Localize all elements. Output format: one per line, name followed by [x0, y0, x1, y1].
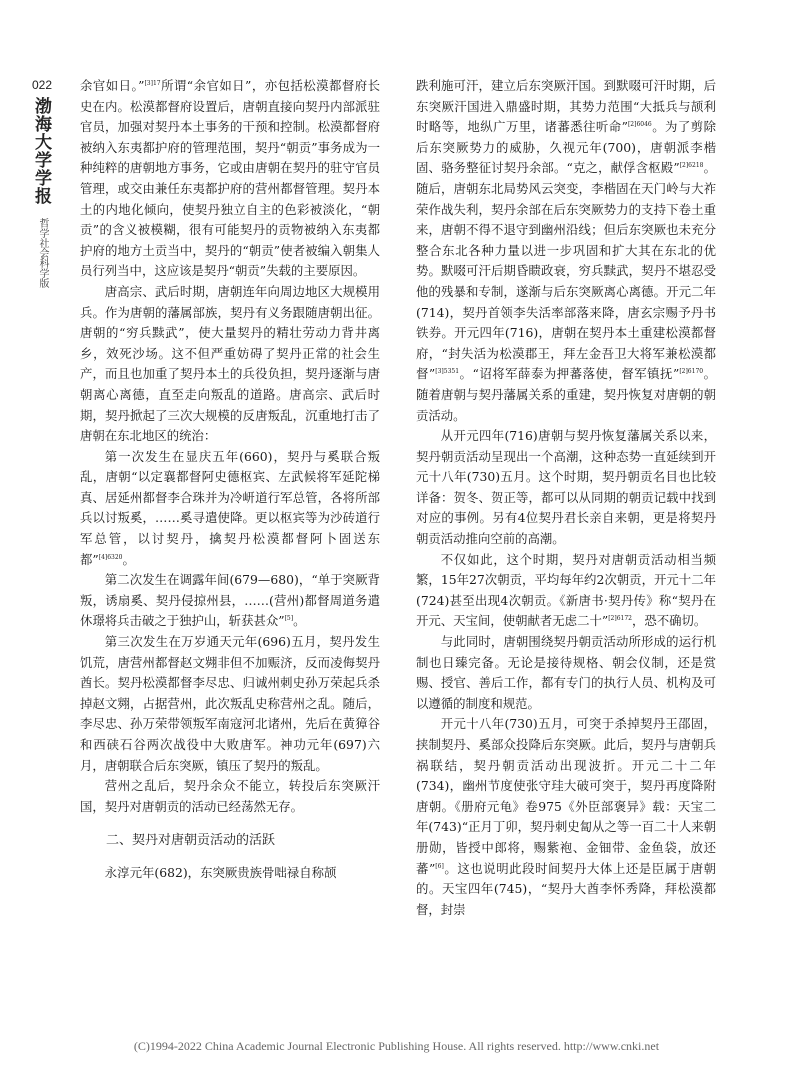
paragraph: 从开元四年(716)唐朝与契丹恢复藩属关系以来，契丹朝贡活动呈现出一个高潮，这种态势一直延续到开元十八年(730)五月。这个时期，契丹朝贡名目也比较详备：贺冬、贺正等，都可以从同期的朝贡记载中找到对应的事例。另有4位契丹君长亲自来朝，更是将契丹朝贡活动推向空前的高潮。 — [416, 428, 716, 547]
citation: [2]6218 — [679, 162, 704, 170]
citation: [3]17 — [144, 79, 161, 87]
paragraph: 唐高宗、武后时期，唐朝连年向周边地区大规模用兵。作为唐朝的藩属部族，契丹有义务跟随唐朝出征。唐朝的“穷兵黩武”，使大量契丹的精壮劳动力背井离乡，效死沙场。这不但严重妨碍了契丹正常的社会生产，而且也加重了契丹本土的兵役负担，契丹逐渐与唐朝离心离德，直至走向叛乱的道路。唐高宗、武后时期，契丹掀起了三次大规模的反唐叛乱，沉重地打击了唐朝在东北地区的统治： — [80, 283, 380, 444]
citation: [2]6172 — [608, 615, 632, 623]
paragraph: 余官如日。”$^{[3]17}$所谓“余官如日”，亦包括松漠都督府长史在内。松漠都督府设置后，唐朝直接向契丹内部派驻官员，加强对契丹本土事务的干预和控制。松漠都督府被纳入东夷都护府的管理范围，契丹“朝贡”事务成为一种纯粹的唐朝地方事务，它或由唐朝在契丹的驻守官员管理，或交由兼任东夷都护府的营州都督管理。契丹本土的内地化倾向，使契丹独立自主的色彩被淡化，“朝贡”的含义被模糊，很有可能契丹的贡物被纳入东夷都护府的地方土贡当中，契丹的“朝贡”使者被编入朝集人员行列当中，这应该是契丹“朝贡”失载的主要原因。 — [80, 78, 380, 279]
journal-name: 渤海大学学报 — [31, 97, 51, 205]
paragraph: 不仅如此，这个时期，契丹对唐朝贡活动相当频繁，15年27次朝贡，平均每年约2次朝贡，开元十二年(724)甚至出现4次朝贡。《新唐书·契丹传》称“契丹在开元、天宝间，使朝献者无虑二十”$^{[2]6172}$，恐不确切。 — [416, 551, 716, 629]
section-heading: 二、契丹对唐朝贡活动的活跃 — [106, 833, 276, 849]
paragraph: 第一次发生在显庆五年(660)，契丹与奚联合叛乱，唐朝“以定襄都督阿史德枢宾、左武候将军延陀梯真、居延州都督李合珠并为冷岍道行军总管，各将所部兵以讨叛奚，……奚寻遣使降。更以枢宾等为沙砖道行军总管，以讨契丹，擒契丹松漠都督阿卜固送东都”$^{[4]6320}$。 — [80, 448, 380, 567]
paragraph: 跌利施可汗，建立后东突厥汗国。到默啜可汗时期，后东突厥汗国进入鼎盛时期，其势力范围“大抵兵与颉利时略等，地纵广万里，诸蕃悉往听命”$^{[2]6046}$。为了剪除后东突厥势力的威胁，久视元年(700)，唐朝派李楷固、骆务整征讨契丹余部。“克之，献俘含枢殿”$^{[2]6218}$。随后，唐朝东北局势风云突变，李楷固在天门岭与大祚荣作战失利，契丹余部在后东突厥势力的支持下卷土重来，唐朝不得不退守到幽州沿线；但后东突厥也未充分整合东北各种力量以进一步巩固和扩大其在东北的优势。默啜可汗后期昏瞆政衰，穷兵黩武，契丹不堪忍受他的残暴和专制，遂渐与后东突厥离心离德。开元二年(714)，契丹首领李失活率部落来降，唐玄宗赐予丹书铁券。开元四年(716)，唐朝在契丹本土重建松漠都督府，“封失活为松漠郡王，拜左金吾卫大将军兼松漠都督”$^{[3]5351}$。“诏将军薛泰为押蕃落使，督军镇抚”$^{[2]6170}$。随着唐朝与契丹藩属关系的重建，契丹恢复对唐朝的朝贡活动。 — [416, 78, 717, 423]
citation: [3]5351 — [435, 368, 460, 376]
left-column — [80, 76, 380, 884]
paragraph: 与此同时，唐朝围绕契丹朝贡活动所形成的运行机制也日臻完备。无论是接待规格、朝会仪制，还是赏赐、授官、善后工作，都有专门的执行人员、机构及可以遵循的制度和规范。 — [416, 634, 716, 711]
citation: [4]6320 — [98, 553, 123, 561]
journal-edition: 哲学社会科学版 — [37, 218, 48, 288]
citation: [2]6046 — [627, 121, 652, 129]
paragraph: 第三次发生在万岁通天元年(696)五月，契丹发生饥荒，唐营州都督赵文翙非但不加赈济，反而凌侮契丹酋长。契丹松漠都督李尽忠、归诚州刺史孙万荣起兵杀掉赵文翙，占据营州，此次叛乱史称营州之乱。随后，李尽忠、孙万荣带领叛军南寇河北诸州，先后在黄獐谷和西硖石谷两次战役中大败唐军。神功元年(697)六月，唐朝联合后东突厥，镇压了契丹的叛乱。 — [80, 634, 380, 773]
citation: [6] — [435, 862, 444, 870]
page-number: 022 — [32, 78, 53, 92]
paragraph: 营州之乱后，契丹余众不能立，转投后东突厥汗国，契丹对唐朝贡的活动已经荡然无存。 — [80, 778, 380, 814]
citation: [2]6170 — [679, 368, 704, 376]
citation: [5] — [284, 615, 294, 623]
paragraph: 第二次发生在调露年间(679—680)，“单于突厥背叛，诱扇奚、契丹侵掠州县，……(营州)都督周道务遣休璟将兵击破之于独护山，斩获甚众”[5]。 — [80, 572, 380, 629]
paragraph: 永淳元年(682)，东突厥贵族骨咄禄自称颉 — [104, 865, 337, 881]
paragraph: 开元十八年(730)五月，可突于杀掉契丹王邵固，挟制契丹、奚部众投降后东突厥。此后，契丹与唐朝兵祸联结，契丹朝贡活动出现波折。开元二十二年(734)，幽州节度使张守珪大破可突于，契丹再度降附唐朝。《册府元龟》卷975《外臣部褒异》载：天宝二年(743)“正月丁卯，契丹刺史匐从之等一百二十人来朝册勋，皆授中郎将，赐紫袍、金钿带、金鱼袋，放还蕃”[6]。这也说明此段时间契丹大体上还是臣属于唐朝的。天宝四年(745)，“契丹大酋李怀秀降，拜松漠都督，封崇 — [416, 716, 716, 917]
right-column — [416, 76, 716, 920]
copyright-footer: (C)1994-2022 China Academic Journal Electronic Publishing House. All rights reserved. http://www.cnki.net — [133, 1039, 660, 1053]
